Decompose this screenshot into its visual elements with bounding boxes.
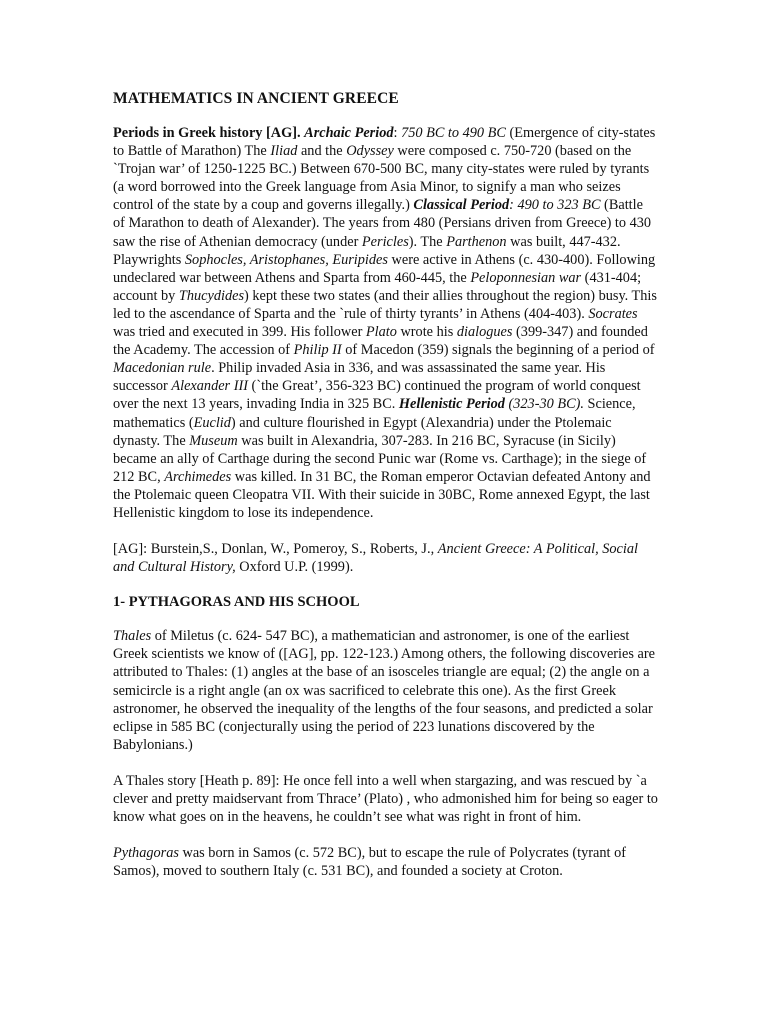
periods-run: Thucydides (178, 287, 245, 304)
periods-paragraph (113, 124, 658, 522)
section-heading: 1- PYTHAGORAS AND HIS SCHOOL (113, 594, 360, 611)
reference-run: [AG]: Burstein,S., Donlan, W., Pomeroy, S., Roberts, J., (113, 541, 438, 558)
document-title: MATHEMATICS IN ANCIENT GREECE (113, 90, 399, 107)
periods-run: were active in Athens (c. 430-400). Following undeclared war between Athens and Sparta from 460-445, the (113, 251, 656, 286)
periods-run: Sophocles, Aristophanes, Euripides (184, 251, 388, 268)
periods-run: Philip II (293, 342, 342, 359)
periods-run: Hellenistic Period (398, 396, 505, 413)
periods-run: (431-404; account by (113, 269, 642, 304)
pythagoras-run: was born in Samos (c. 572 BC), but to escape the rule of Polycrates (tyrant of Samos), moved to southern Italy (c. 531 BC), and founded a society at Croton. (113, 845, 626, 880)
pythagoras-paragraph (113, 844, 658, 880)
periods-run: (`the Great’, 356-323 BC) continued the program of world conquest over the next 13 years, invading India in 325 BC. (113, 378, 641, 413)
periods-run: Socrates (588, 305, 638, 322)
periods-run: Plato (365, 324, 397, 341)
periods-run: Science, mathematics ( (113, 396, 636, 431)
periods-run: Archaic Period (304, 125, 394, 141)
thales-run: Thales (113, 628, 152, 645)
thales-paragraph (113, 627, 658, 754)
periods-run: Parthenon (446, 233, 507, 250)
periods-run: Museum (189, 432, 238, 449)
periods-run: were composed c. 750-720 (based on the `Trojan war’ of 1250-1225 BC.) Between 670-500 BC, many city-states were ruled by tyrants (a word borrowed into the Greek language from Asia Minor, to signify a man who seizes control of the state by a coup and governs illegally.) (113, 143, 650, 214)
periods-run: Odyssey (346, 143, 394, 160)
periods-run: (323-30 BC). (504, 396, 584, 413)
periods-run: dialogues (456, 324, 513, 341)
periods-run: . Philip invaded Asia in 336, and was assassinated the same year. His successor (113, 360, 606, 395)
periods-run: 750 BC to 490 BC (401, 125, 506, 141)
pythagoras-run: Pythagoras (113, 845, 179, 862)
periods-run: : (393, 125, 402, 141)
periods-run: Macedonian rule (113, 360, 212, 377)
periods-run: (Emergence of city-states to Battle of Marathon) The (113, 125, 656, 160)
reference-run: Ancient Greece: A Political, Social and Cultural History, (113, 541, 638, 576)
thales-story-paragraph (113, 772, 658, 826)
periods-run: wrote his (396, 324, 457, 341)
reference-paragraph (113, 540, 658, 576)
periods-run: Euclid (193, 414, 231, 431)
periods-run: Pericles (361, 233, 409, 250)
periods-run: : 490 to 323 BC (509, 197, 601, 214)
periods-run: ). The (408, 233, 447, 250)
periods-run: and the (297, 143, 347, 160)
periods-run: Archimedes (164, 468, 232, 485)
periods-run: was built in Alexandria, 307-283. In 216 BC, Syracuse (in Sicily) became an ally of Carthage during the second Punic war (Rome vs. Carthage); in the siege of 212 BC, (113, 432, 647, 485)
story-run: A Thales story [Heath p. 89]: He once fell into a well when stargazing, and was rescued by `a clever and pretty maidservant from Thrace’ (Plato) , who admonished him for being so eager to know what goes on in the heavens, he couldn’t see what was right in front of him. (113, 772, 658, 826)
periods-run: ) kept these two states (and their allies throughout the region) busy. This led to the ascendance of Sparta and the `rule of thirty tyrants’ in Athens (404-403). (113, 287, 657, 322)
periods-run: ) and culture flourished in Egypt (Alexandria) under the Ptolemaic dynasty. The (113, 414, 612, 449)
periods-run: Periods in Greek history [AG]. (113, 125, 301, 141)
periods-run: was tried and executed in 399. His follower (113, 324, 366, 341)
periods-run: Peloponnesian war (470, 269, 582, 286)
periods-run: (399-347) and founded the Academy. The accession of (113, 324, 648, 359)
periods-run: was killed. In 31 BC, the Roman emperor Octavian defeated Antony and the Ptolemaic queen Cleopatra VII. With their suicide in 30BC, Rome annexed Egypt, the last Hellenistic kingdom to lose its independence. (113, 468, 651, 521)
periods-run: (Battle of Marathon to death of Alexander). The years from 480 (Persians driven from Greece) to 430 saw the rise of Athenian democracy (under (113, 197, 652, 250)
periods-run: Alexander III (171, 378, 248, 395)
thales-run: of Miletus (c. 624- 547 BC), a mathematician and astronomer, is one of the earliest Greek scientists we know of ([AG], pp. 122-123.) Among others, the following discoveries are attributed to Thales: (1) angles at the base of an isosceles triangle are equal; (2) the angle on a semicircle is a right angle (an ox was sacrificed to celebrate this one). As the first Greek astronomer, he observed the inequality of the lengths of the four seasons, and predicted a solar eclipse in 585 BC (conjecturally using the period of 223 lunations discovered by the Babylonians.) (113, 628, 655, 753)
periods-run: Classical Period (413, 197, 510, 214)
periods-run: of Macedon (359) signals the beginning of a period of (341, 342, 655, 359)
reference-run: Oxford U.P. (1999). (235, 559, 354, 576)
periods-run: was built, 447-432. Playwrights (113, 233, 621, 268)
periods-run: Iliad (270, 143, 298, 160)
